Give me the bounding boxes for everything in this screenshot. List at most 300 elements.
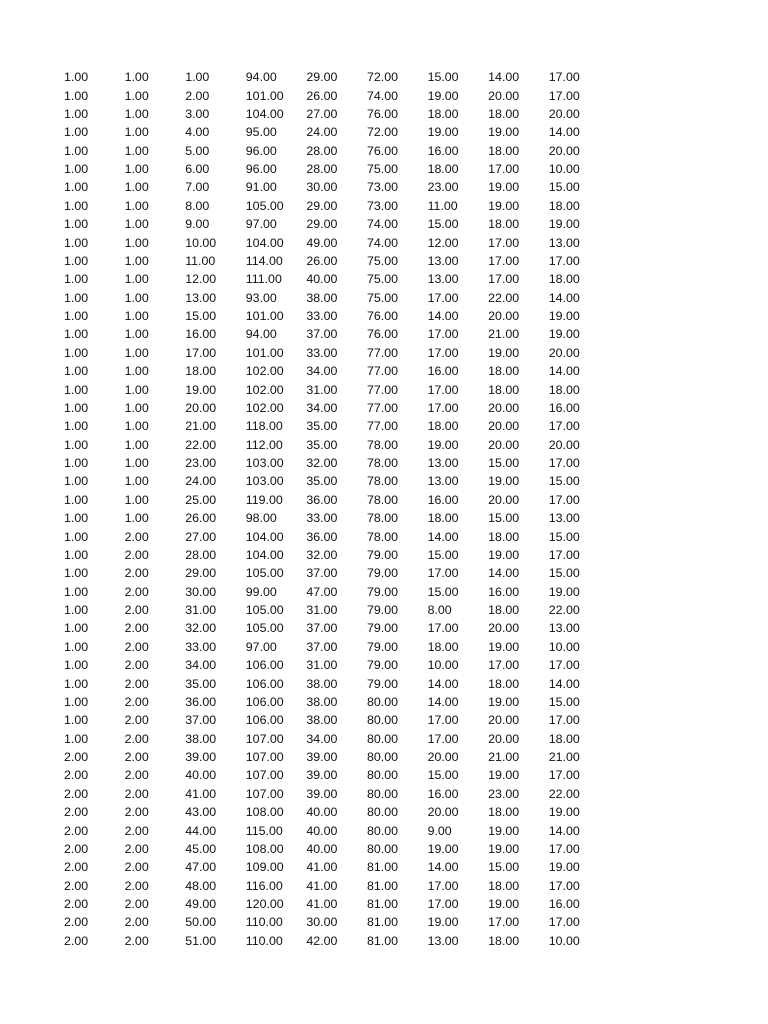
table-cell: 14.00 xyxy=(427,676,459,691)
table-cell: 1.00 xyxy=(124,235,149,250)
table-cell: 1.00 xyxy=(64,529,89,544)
table-cell: 17.00 xyxy=(548,253,580,268)
table-cell: 1.00 xyxy=(64,290,89,305)
table-row xyxy=(64,86,624,104)
table-cell: 24.00 xyxy=(185,474,217,489)
table-cell: 14.00 xyxy=(548,125,580,140)
table-cell: 19.00 xyxy=(427,125,459,140)
table-cell: 1.00 xyxy=(64,364,89,379)
table-cell: 76.00 xyxy=(366,106,398,121)
table-row xyxy=(64,491,624,509)
table-cell: 2.00 xyxy=(124,878,149,893)
table-cell: 20.00 xyxy=(548,143,580,158)
table-cell: 119.00 xyxy=(245,492,283,507)
table-cell: 107.00 xyxy=(245,768,284,783)
table-row xyxy=(64,656,624,674)
table-cell: 20.00 xyxy=(488,309,520,324)
table-cell: 19.00 xyxy=(488,768,520,783)
table-cell: 16.00 xyxy=(548,897,580,912)
table-cell: 19.00 xyxy=(427,915,459,930)
table-cell: 1.00 xyxy=(124,290,149,305)
table-cell: 15.00 xyxy=(427,584,459,599)
table-cell: 14.00 xyxy=(427,529,459,544)
table-cell: 17.00 xyxy=(427,290,459,305)
table-row xyxy=(64,638,624,656)
table-cell: 2.00 xyxy=(124,658,149,673)
table-cell: 38.00 xyxy=(306,694,338,709)
table-row xyxy=(64,803,624,821)
table-cell: 74.00 xyxy=(366,88,398,103)
table-cell: 3.00 xyxy=(185,106,210,121)
table-cell: 17.00 xyxy=(427,713,459,728)
table-row xyxy=(64,564,624,582)
table-cell: 1.00 xyxy=(64,437,89,452)
table-cell: 18.00 xyxy=(427,419,459,434)
table-cell: 2.00 xyxy=(124,529,149,544)
table-cell: 20.00 xyxy=(548,106,580,121)
table-cell: 38.00 xyxy=(185,731,217,746)
table-cell: 13.00 xyxy=(427,272,459,287)
table-cell: 30.00 xyxy=(185,584,217,599)
table-cell: 37.00 xyxy=(306,621,338,636)
table-cell: 17.00 xyxy=(548,878,580,893)
table-cell: 10.00 xyxy=(185,235,217,250)
table-cell: 2.00 xyxy=(64,768,89,783)
table-cell: 74.00 xyxy=(366,235,398,250)
table-cell: 40.00 xyxy=(306,272,338,287)
table-cell: 31.00 xyxy=(306,603,338,618)
table-cell: 2.00 xyxy=(124,750,149,765)
table-cell: 109.00 xyxy=(245,860,284,875)
table-cell: 32.00 xyxy=(306,547,338,562)
table-cell: 1.00 xyxy=(64,566,89,581)
table-cell: 17.00 xyxy=(548,547,580,562)
table-row xyxy=(64,105,624,123)
table-cell: 18.00 xyxy=(488,805,520,820)
table-cell: 1.00 xyxy=(124,162,149,177)
table-cell: 37.00 xyxy=(306,566,338,581)
table-cell: 80.00 xyxy=(366,805,398,820)
table-cell: 72.00 xyxy=(366,125,398,140)
table-cell: 94.00 xyxy=(245,70,277,85)
table-cell: 28.00 xyxy=(306,143,338,158)
table-cell: 77.00 xyxy=(366,400,398,415)
table-cell: 96.00 xyxy=(245,143,277,158)
table-cell: 2.00 xyxy=(64,750,89,765)
table-cell: 78.00 xyxy=(366,456,398,471)
table-cell: 39.00 xyxy=(306,750,338,765)
table-cell: 20.00 xyxy=(427,805,459,820)
table-cell: 14.00 xyxy=(548,364,580,379)
table-cell: 18.00 xyxy=(548,198,580,213)
table-cell: 33.00 xyxy=(306,345,338,360)
table-cell: 1.00 xyxy=(64,547,89,562)
table-cell: 1.00 xyxy=(64,584,89,599)
table-cell: 78.00 xyxy=(366,511,398,526)
table-cell: 15.00 xyxy=(427,70,459,85)
table-cell: 18.00 xyxy=(488,364,520,379)
table-cell: 112.00 xyxy=(245,437,283,452)
table-cell: 94.00 xyxy=(245,327,277,342)
table-cell: 17.00 xyxy=(427,897,459,912)
table-cell: 1.00 xyxy=(64,419,89,434)
table-cell: 17.00 xyxy=(548,70,580,85)
table-cell: 20.00 xyxy=(488,400,520,415)
table-cell: 17.00 xyxy=(488,162,520,177)
table-cell: 111.00 xyxy=(245,272,282,287)
table-row xyxy=(64,362,624,380)
table-cell: 8.00 xyxy=(427,603,452,618)
table-cell: 1.00 xyxy=(64,272,89,287)
table-cell: 79.00 xyxy=(366,547,398,562)
table-cell: 40.00 xyxy=(306,823,338,838)
table-cell: 2.00 xyxy=(124,823,149,838)
table-cell: 78.00 xyxy=(366,529,398,544)
table-cell: 19.00 xyxy=(185,382,217,397)
table-cell: 2.00 xyxy=(64,786,89,801)
table-cell: 1.00 xyxy=(124,382,149,397)
table-cell: 2.00 xyxy=(124,713,149,728)
table-cell: 40.00 xyxy=(306,841,338,856)
table-cell: 16.00 xyxy=(488,584,520,599)
table-cell: 1.00 xyxy=(64,474,89,489)
table-cell: 17.00 xyxy=(427,345,459,360)
table-row xyxy=(64,325,624,343)
table-cell: 2.00 xyxy=(64,878,89,893)
table-cell: 4.00 xyxy=(185,125,210,140)
table-cell: 15.00 xyxy=(427,547,459,562)
table-cell: 2.00 xyxy=(124,805,149,820)
table-cell: 17.00 xyxy=(427,327,459,342)
table-cell: 110.00 xyxy=(245,915,283,930)
table-cell: 15.00 xyxy=(488,456,520,471)
table-cell: 2.00 xyxy=(64,860,89,875)
table-row xyxy=(64,858,624,876)
table-cell: 104.00 xyxy=(245,235,284,250)
table-cell: 19.00 xyxy=(488,823,520,838)
table-cell: 106.00 xyxy=(245,676,284,691)
table-cell: 11.00 xyxy=(185,253,216,268)
table-cell: 19.00 xyxy=(548,217,580,232)
table-cell: 35.00 xyxy=(306,419,338,434)
table-cell: 44.00 xyxy=(185,823,217,838)
table-cell: 18.00 xyxy=(488,217,520,232)
table-cell: 1.00 xyxy=(124,106,149,121)
table-cell: 106.00 xyxy=(245,713,284,728)
table-cell: 15.00 xyxy=(427,768,459,783)
table-cell: 17.00 xyxy=(427,878,459,893)
table-cell: 26.00 xyxy=(306,253,338,268)
table-cell: 22.00 xyxy=(185,437,217,452)
table-cell: 41.00 xyxy=(306,878,338,893)
table-cell: 81.00 xyxy=(366,878,398,893)
table-cell: 32.00 xyxy=(185,621,217,636)
table-cell: 80.00 xyxy=(366,823,398,838)
table-cell: 33.00 xyxy=(306,511,338,526)
table-cell: 1.00 xyxy=(64,731,89,746)
table-cell: 18.00 xyxy=(488,676,520,691)
table-cell: 104.00 xyxy=(245,106,284,121)
table-cell: 9.00 xyxy=(427,823,452,838)
table-cell: 2.00 xyxy=(124,860,149,875)
table-cell: 2.00 xyxy=(64,915,89,930)
table-row xyxy=(64,711,624,729)
table-cell: 38.00 xyxy=(306,290,338,305)
table-cell: 1.00 xyxy=(64,658,89,673)
table-cell: 74.00 xyxy=(366,217,398,232)
table-row xyxy=(64,840,624,858)
table-cell: 13.00 xyxy=(427,456,459,471)
table-cell: 18.00 xyxy=(488,143,520,158)
table-cell: 1.00 xyxy=(64,235,89,250)
table-cell: 1.00 xyxy=(64,603,89,618)
table-cell: 14.00 xyxy=(548,823,580,838)
table-cell: 50.00 xyxy=(185,915,217,930)
table-cell: 10.00 xyxy=(548,162,580,177)
table-cell: 1.00 xyxy=(64,70,89,85)
table-cell: 23.00 xyxy=(488,786,520,801)
table-cell: 31.00 xyxy=(306,658,338,673)
table-row xyxy=(64,601,624,619)
table-cell: 1.00 xyxy=(124,474,149,489)
table-cell: 17.00 xyxy=(427,382,459,397)
table-cell: 47.00 xyxy=(185,860,217,875)
table-cell: 13.00 xyxy=(427,933,459,948)
table-cell: 96.00 xyxy=(245,162,277,177)
table-row xyxy=(64,68,624,86)
table-cell: 34.00 xyxy=(306,731,338,746)
table-cell: 1.00 xyxy=(64,382,89,397)
table-cell: 1.00 xyxy=(64,143,89,158)
table-cell: 37.00 xyxy=(306,327,338,342)
table-row xyxy=(64,399,624,417)
table-cell: 1.00 xyxy=(124,253,149,268)
table-cell: 16.00 xyxy=(427,364,459,379)
table-cell: 1.00 xyxy=(124,364,149,379)
table-cell: 106.00 xyxy=(245,658,284,673)
table-cell: 23.00 xyxy=(427,180,459,195)
table-cell: 16.00 xyxy=(427,143,459,158)
table-cell: 14.00 xyxy=(488,70,520,85)
table-cell: 78.00 xyxy=(366,492,398,507)
table-cell: 1.00 xyxy=(64,676,89,691)
table-cell: 17.00 xyxy=(548,88,580,103)
table-cell: 77.00 xyxy=(366,345,398,360)
table-cell: 34.00 xyxy=(185,658,217,673)
table-cell: 103.00 xyxy=(245,456,284,471)
table-cell: 79.00 xyxy=(366,639,398,654)
table-cell: 26.00 xyxy=(185,511,217,526)
table-cell: 1.00 xyxy=(64,106,89,121)
table-row xyxy=(64,123,624,141)
table-cell: 107.00 xyxy=(245,786,284,801)
table-cell: 75.00 xyxy=(366,272,398,287)
table-cell: 2.00 xyxy=(124,621,149,636)
table-cell: 45.00 xyxy=(185,841,217,856)
table-cell: 15.00 xyxy=(427,217,459,232)
table-cell: 39.00 xyxy=(306,786,338,801)
table-cell: 11.00 xyxy=(427,198,458,213)
table-row xyxy=(64,344,624,362)
table-cell: 110.00 xyxy=(245,933,283,948)
table-cell: 2.00 xyxy=(124,841,149,856)
table-cell: 116.00 xyxy=(245,878,283,893)
table-cell: 27.00 xyxy=(306,106,338,121)
table-cell: 51.00 xyxy=(185,933,217,948)
table-cell: 17.00 xyxy=(548,492,580,507)
table-cell: 19.00 xyxy=(427,437,459,452)
table-cell: 79.00 xyxy=(366,621,398,636)
table-cell: 2.00 xyxy=(124,584,149,599)
table-cell: 21.00 xyxy=(185,419,217,434)
table-cell: 13.00 xyxy=(548,511,580,526)
table-row xyxy=(64,160,624,178)
table-cell: 80.00 xyxy=(366,713,398,728)
table-cell: 120.00 xyxy=(245,897,284,912)
table-cell: 18.00 xyxy=(185,364,217,379)
table-cell: 18.00 xyxy=(427,511,459,526)
table-cell: 76.00 xyxy=(366,327,398,342)
table-cell: 28.00 xyxy=(306,162,338,177)
table-cell: 2.00 xyxy=(124,639,149,654)
table-cell: 19.00 xyxy=(488,639,520,654)
table-cell: 2.00 xyxy=(124,676,149,691)
table-cell: 1.00 xyxy=(124,400,149,415)
table-cell: 1.00 xyxy=(124,125,149,140)
table-cell: 107.00 xyxy=(245,731,284,746)
table-cell: 1.00 xyxy=(124,492,149,507)
table-cell: 10.00 xyxy=(548,639,580,654)
table-row xyxy=(64,233,624,251)
table-cell: 19.00 xyxy=(488,125,520,140)
table-cell: 19.00 xyxy=(548,860,580,875)
table-cell: 81.00 xyxy=(366,915,398,930)
table-row xyxy=(64,417,624,435)
table-cell: 97.00 xyxy=(245,639,277,654)
table-cell: 20.00 xyxy=(488,437,520,452)
table-cell: 43.00 xyxy=(185,805,217,820)
table-cell: 15.00 xyxy=(548,180,580,195)
table-cell: 1.00 xyxy=(64,198,89,213)
table-cell: 1.00 xyxy=(64,511,89,526)
table-cell: 21.00 xyxy=(488,327,520,342)
table-cell: 101.00 xyxy=(245,345,284,360)
table-row xyxy=(64,436,624,454)
table-cell: 20.00 xyxy=(548,345,580,360)
table-cell: 32.00 xyxy=(306,456,338,471)
table-cell: 19.00 xyxy=(488,694,520,709)
table-cell: 99.00 xyxy=(245,584,277,599)
table-cell: 18.00 xyxy=(548,731,580,746)
table-cell: 80.00 xyxy=(366,768,398,783)
table-cell: 78.00 xyxy=(366,474,398,489)
table-cell: 34.00 xyxy=(306,364,338,379)
table-cell: 95.00 xyxy=(245,125,277,140)
table-cell: 1.00 xyxy=(185,70,210,85)
table-cell: 18.00 xyxy=(427,106,459,121)
table-cell: 40.00 xyxy=(306,805,338,820)
table-cell: 103.00 xyxy=(245,474,284,489)
table-cell: 22.00 xyxy=(548,786,580,801)
table-cell: 27.00 xyxy=(185,529,217,544)
table-cell: 18.00 xyxy=(488,106,520,121)
table-row xyxy=(64,252,624,270)
table-row xyxy=(64,913,624,931)
table-cell: 15.00 xyxy=(488,511,520,526)
data-table xyxy=(64,68,624,950)
table-cell: 14.00 xyxy=(488,566,520,581)
table-cell: 1.00 xyxy=(124,217,149,232)
table-cell: 18.00 xyxy=(427,162,459,177)
table-cell: 48.00 xyxy=(185,878,217,893)
table-cell: 39.00 xyxy=(185,750,217,765)
table-cell: 105.00 xyxy=(245,621,284,636)
table-cell: 79.00 xyxy=(366,584,398,599)
table-cell: 21.00 xyxy=(548,750,580,765)
table-cell: 18.00 xyxy=(488,382,520,397)
table-cell: 34.00 xyxy=(306,400,338,415)
table-cell: 13.00 xyxy=(185,290,217,305)
table-row xyxy=(64,142,624,160)
table-cell: 24.00 xyxy=(306,125,338,140)
table-cell: 14.00 xyxy=(427,860,459,875)
table-cell: 81.00 xyxy=(366,933,398,948)
table-cell: 77.00 xyxy=(366,364,398,379)
table-cell: 40.00 xyxy=(185,768,217,783)
table-cell: 1.00 xyxy=(64,621,89,636)
table-cell: 19.00 xyxy=(488,198,520,213)
table-cell: 7.00 xyxy=(185,180,210,195)
table-cell: 17.00 xyxy=(548,841,580,856)
table-cell: 1.00 xyxy=(124,419,149,434)
table-row xyxy=(64,583,624,601)
table-cell: 17.00 xyxy=(427,731,459,746)
table-cell: 28.00 xyxy=(185,547,217,562)
table-cell: 1.00 xyxy=(64,180,89,195)
table-cell: 35.00 xyxy=(306,474,338,489)
table-cell: 81.00 xyxy=(366,860,398,875)
table-cell: 20.00 xyxy=(488,731,520,746)
table-cell: 18.00 xyxy=(488,878,520,893)
table-cell: 35.00 xyxy=(185,676,217,691)
table-cell: 104.00 xyxy=(245,529,284,544)
table-row xyxy=(64,509,624,527)
table-cell: 17.00 xyxy=(548,658,580,673)
table-cell: 1.00 xyxy=(124,272,149,287)
table-cell: 30.00 xyxy=(306,180,338,195)
table-cell: 104.00 xyxy=(245,547,284,562)
table-cell: 36.00 xyxy=(306,529,338,544)
table-cell: 79.00 xyxy=(366,658,398,673)
table-cell: 114.00 xyxy=(245,253,283,268)
table-cell: 1.00 xyxy=(64,456,89,471)
table-cell: 36.00 xyxy=(185,694,217,709)
table-cell: 19.00 xyxy=(488,474,520,489)
table-cell: 38.00 xyxy=(306,676,338,691)
table-cell: 5.00 xyxy=(185,143,210,158)
table-row xyxy=(64,215,624,233)
table-cell: 19.00 xyxy=(488,841,520,856)
table-cell: 8.00 xyxy=(185,198,210,213)
table-row xyxy=(64,380,624,398)
table-cell: 77.00 xyxy=(366,419,398,434)
table-cell: 20.00 xyxy=(548,437,580,452)
table-row xyxy=(64,785,624,803)
table-cell: 1.00 xyxy=(124,327,149,342)
table-cell: 13.00 xyxy=(427,474,459,489)
table-cell: 1.00 xyxy=(64,400,89,415)
table-cell: 15.00 xyxy=(548,529,580,544)
